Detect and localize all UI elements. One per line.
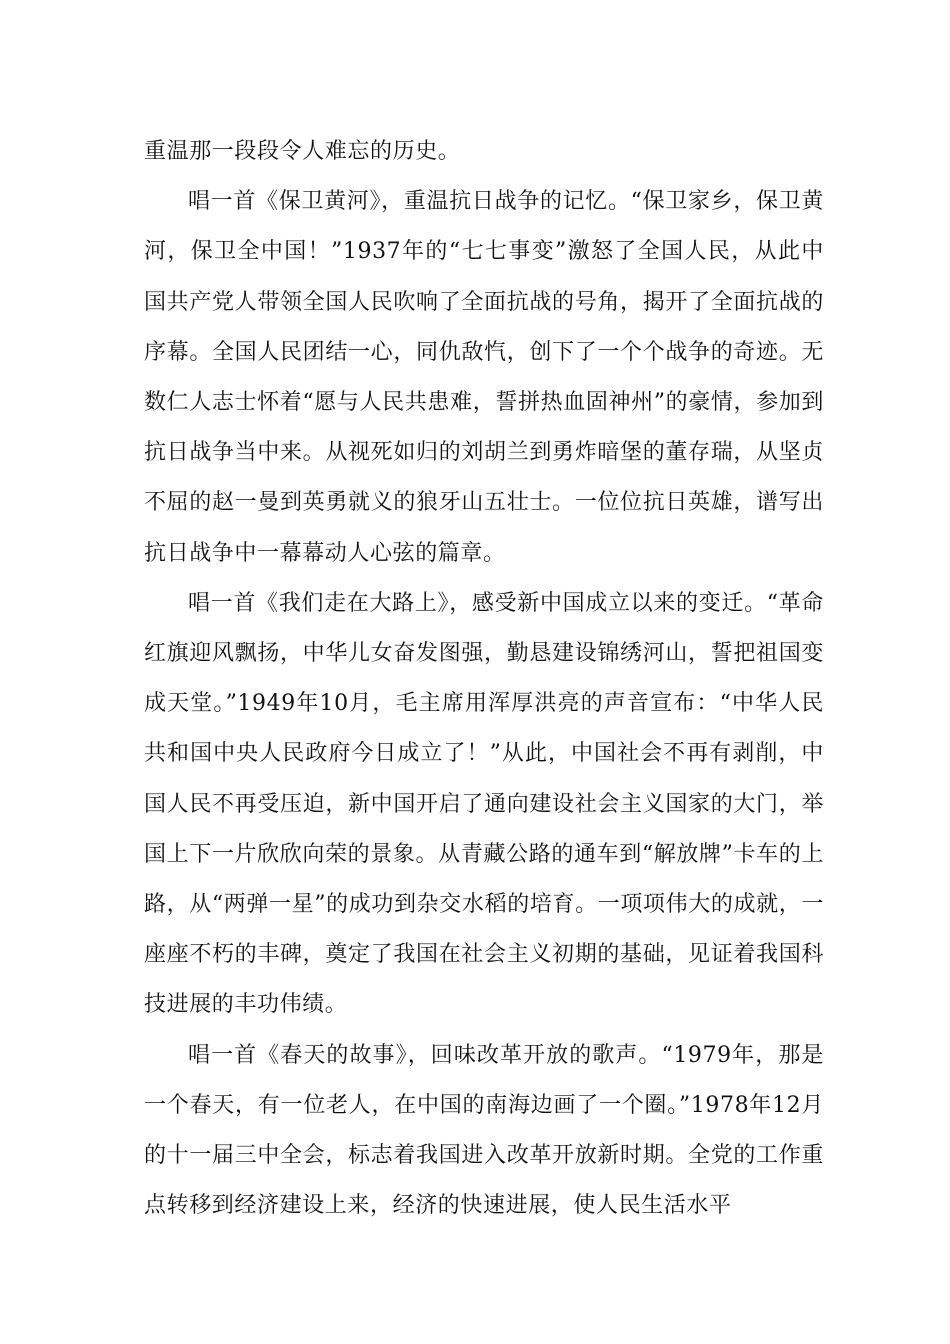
paragraph-continuation: 重温那一段段令人难忘的历史。 — [144, 139, 461, 164]
paragraph-defend-yellow-river: 唱一首《保卫黄河》，重温抗日战争的记忆。“保卫家乡，保卫黄河，保卫全中国！”1937年的“七七事变”激怒了全国人民，从此中国共产党人带领全国人民吹响了全面抗战的号角，揭开了全面抗战的序幕。全国人民团结一心，同仇敌忾，创下了一个个战争的奇迹。无数仁人志士怀着“愿与人民共患难，誓拼热血固神州”的豪情，参加到抗日战争当中来。从视死如归的刘胡兰到勇炸暗堡的董存瑞，从坚贞不屈的赵一曼到英勇就义的狼牙山五壮士。一位位抗日英雄，谱写出抗日战争中一幕幕动人心弦的篇章。 — [144, 189, 824, 566]
paragraph-story-of-spring: 唱一首《春天的故事》，回味改革开放的歌声。“1979年，那是一个春天，有一位老人，在中国的南海边画了一个圈。”1978年12月的十一届三中全会，标志着我国进入改革开放新时期。全党的工作重点转移到经济建设上来，经济的快速进展，使人民生活水平 — [144, 1042, 824, 1219]
document-body — [144, 127, 824, 1231]
paragraph-on-the-road: 唱一首《我们走在大路上》，感受新中国成立以来的变迁。“革命红旗迎风飘扬，中华儿女奋发图强，勤恳建设锦绣河山，誓把祖国变成天堂。”1949年10月，毛主席用浑厚洪亮的声音宣布：“中华人民共和国中央人民政府今日成立了！”从此，中国社会不再有剥削，中国人民不再受压迫，新中国开启了通向建设社会主义国家的大门，举国上下一片欣欣向荣的景象。从青藏公路的通车到“解放牌”卡车的上路，从“两弹一星”的成功到杂交水稻的培育。一项项伟大的成就，一座座不朽的丰碑，奠定了我国在社会主义初期的基础，见证着我国科技进展的丰功伟绩。 — [144, 590, 824, 1018]
